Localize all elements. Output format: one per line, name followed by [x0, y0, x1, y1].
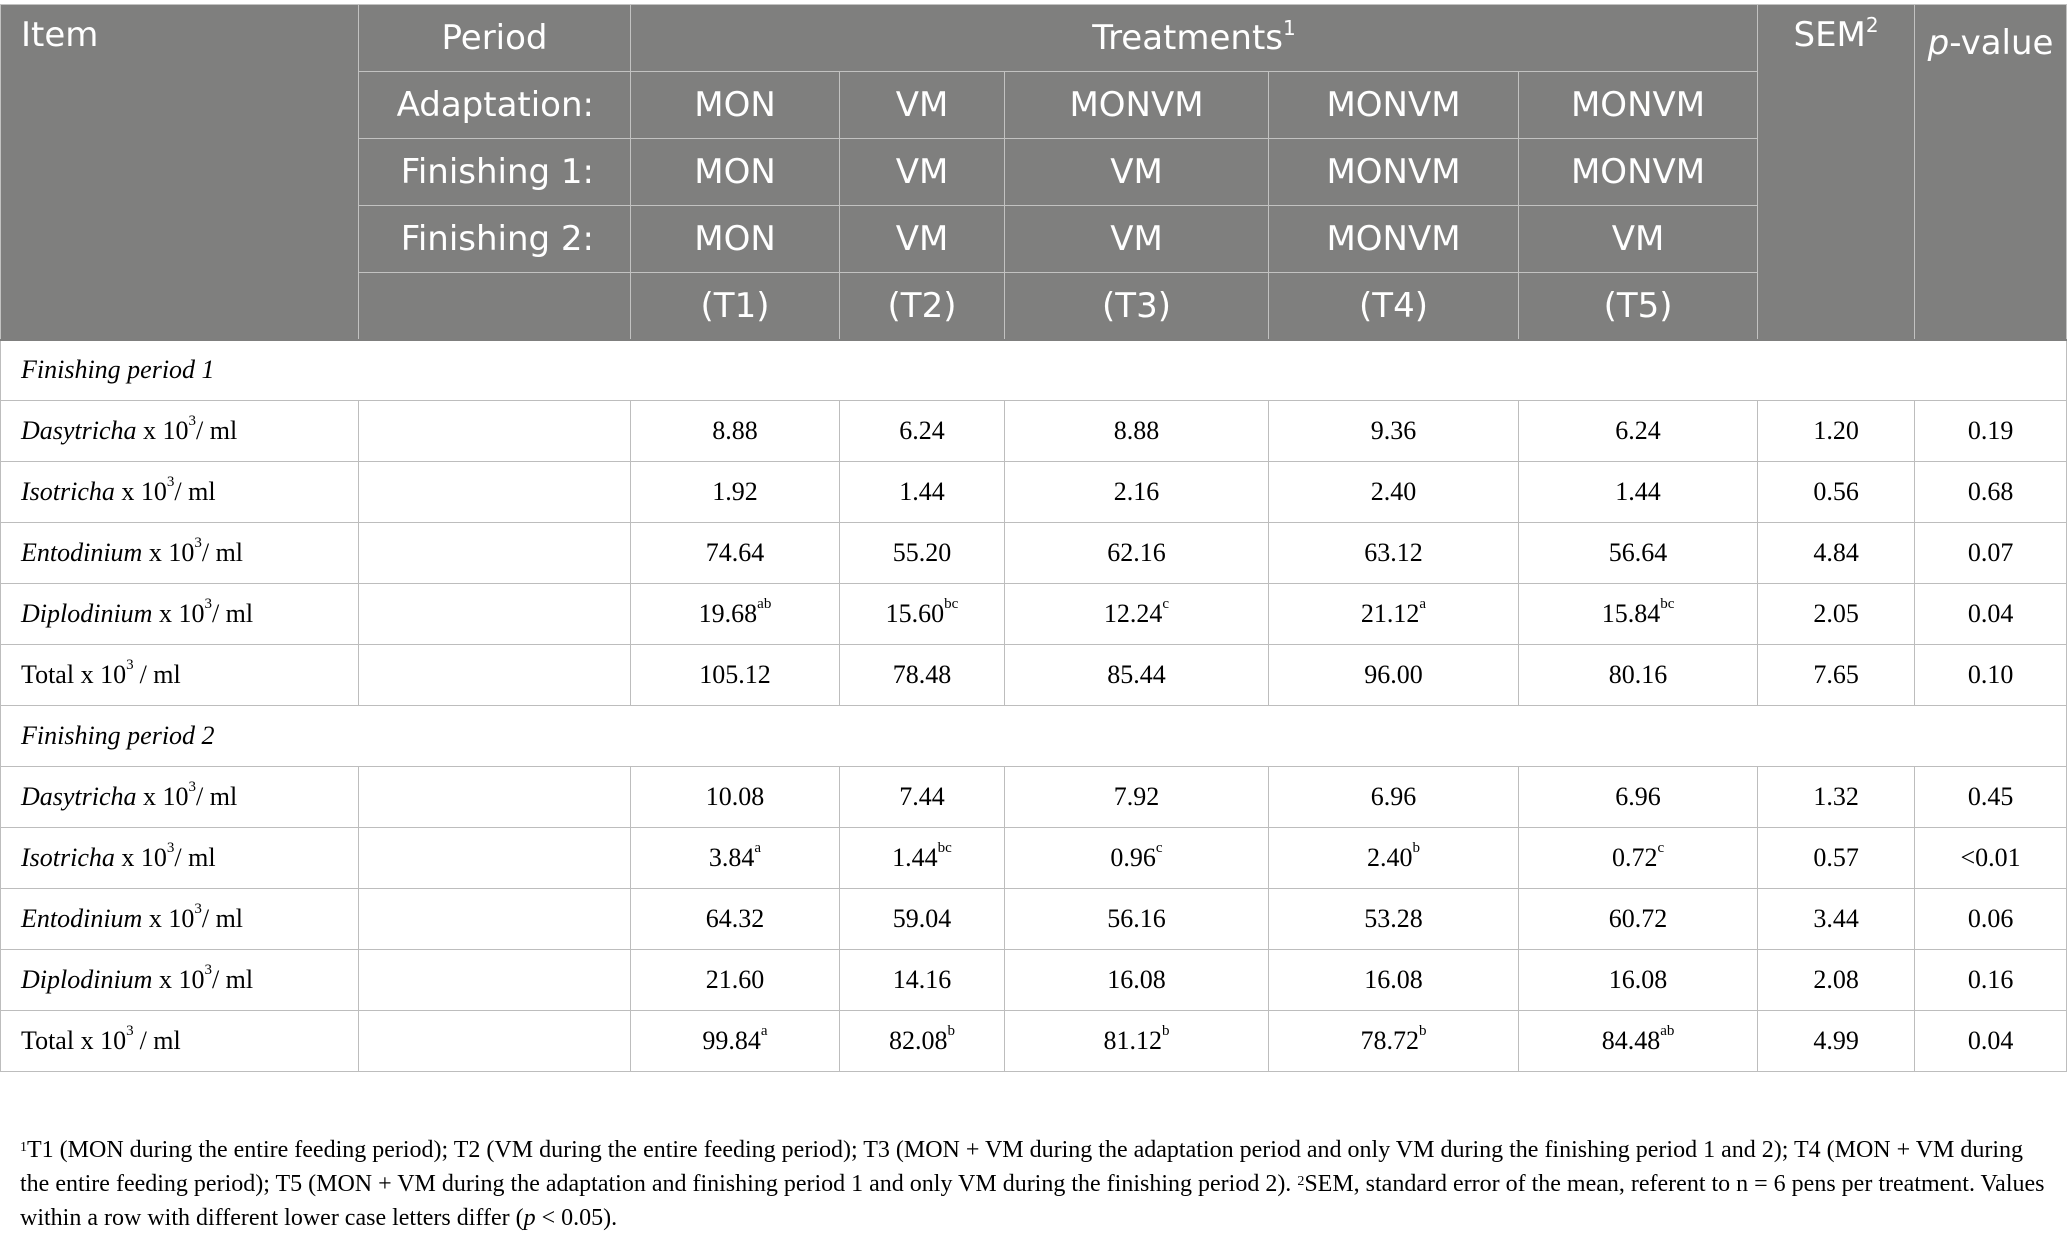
p-value-cell: 0.19	[1915, 401, 2067, 462]
value-cell: 3.84$^a$	[631, 828, 840, 889]
significance-letter: c	[1155, 840, 1163, 856]
significance-letter: bc	[937, 840, 952, 856]
value-cell: 16.08	[1005, 950, 1269, 1011]
row-item: Dasytricha x $10^3/$ ml	[1, 401, 359, 462]
value-cell: 16.08	[1519, 950, 1758, 1011]
row-item: Isotricha x $10^3/$ ml	[1, 828, 359, 889]
significance-letter: c	[1657, 840, 1665, 856]
p-value-cell: 0.07	[1915, 523, 2067, 584]
section-row	[1, 340, 2067, 401]
value-cell: 84.48$^{ab}$	[1519, 1011, 1758, 1072]
sem-cell: 4.99	[1758, 1011, 1915, 1072]
sem-cell: 4.84	[1758, 523, 1915, 584]
header-sem: SEM$^2$	[1758, 5, 1915, 340]
value-cell: 7.44	[840, 767, 1005, 828]
header-treatment-cell: VM	[1005, 206, 1269, 273]
table-row	[1, 401, 2067, 462]
value-cell: 7.92	[1005, 767, 1269, 828]
header-period: Period	[359, 5, 631, 72]
row-period	[359, 645, 631, 706]
value-cell: 0.72$^c$	[1519, 828, 1758, 889]
row-period	[359, 828, 631, 889]
row-item: Entodinium x $10^3/$ ml	[1, 889, 359, 950]
row-item: Total x $10^3$ / ml	[1, 645, 359, 706]
value-cell: 15.60$^{bc}$	[840, 584, 1005, 645]
header-period-label: Finishing 2:	[359, 206, 631, 273]
header-treatment-cell: (T4)	[1269, 273, 1519, 340]
significance-letter: a	[760, 1023, 768, 1039]
value-cell: 10.08	[631, 767, 840, 828]
row-item: Dasytricha x $10^3/$ ml	[1, 767, 359, 828]
header-treatment-cell: MONVM	[1269, 72, 1519, 139]
value-cell: 56.64	[1519, 523, 1758, 584]
header-treatment-cell: MON	[631, 206, 840, 273]
value-cell: 6.24	[1519, 401, 1758, 462]
value-cell: 14.16	[840, 950, 1005, 1011]
header-treatment-cell: VM	[840, 206, 1005, 273]
value-cell: 63.12	[1269, 523, 1519, 584]
value-cell: 16.08	[1269, 950, 1519, 1011]
protozoa-table	[0, 4, 2067, 1072]
p-value-cell: 0.06	[1915, 889, 2067, 950]
table-row	[1, 523, 2067, 584]
header-period-label	[359, 273, 631, 340]
value-cell: 8.88	[631, 401, 840, 462]
row-period	[359, 889, 631, 950]
significance-letter: a	[1419, 596, 1427, 612]
value-cell: 21.60	[631, 950, 840, 1011]
row-item: Entodinium x $10^3/$ ml	[1, 523, 359, 584]
value-cell: 2.40	[1269, 462, 1519, 523]
p-value-cell: 0.45	[1915, 767, 2067, 828]
header-treatment-cell: MON	[631, 139, 840, 206]
header-treatment-cell: MONVM	[1519, 139, 1758, 206]
p-value-cell: 0.16	[1915, 950, 2067, 1011]
value-cell: 78.72$^b$	[1269, 1011, 1519, 1072]
p-value-cell: 0.68	[1915, 462, 2067, 523]
header-treatment-cell: VM	[1519, 206, 1758, 273]
row-period	[359, 584, 631, 645]
value-cell: 96.00	[1269, 645, 1519, 706]
row-item: Diplodinium x $10^3/$ ml	[1, 950, 359, 1011]
significance-letter: bc	[944, 596, 959, 612]
table-row	[1, 889, 2067, 950]
sem-cell: 7.65	[1758, 645, 1915, 706]
header-treatment-cell: MONVM	[1005, 72, 1269, 139]
value-cell: 78.48	[840, 645, 1005, 706]
row-item: Isotricha x $10^3/$ ml	[1, 462, 359, 523]
significance-letter: ab	[757, 596, 772, 612]
table-row	[1, 767, 2067, 828]
value-cell: 59.04	[840, 889, 1005, 950]
significance-letter: b	[1419, 1023, 1427, 1039]
p-value-cell: 0.04	[1915, 1011, 2067, 1072]
table-row	[1, 462, 2067, 523]
value-cell: 8.88	[1005, 401, 1269, 462]
data-table-container	[0, 4, 2066, 1072]
value-cell: 53.28	[1269, 889, 1519, 950]
section-title: Finishing period 1	[1, 340, 2067, 401]
header-treatment-cell: VM	[840, 139, 1005, 206]
value-cell: 1.44$^{bc}$	[840, 828, 1005, 889]
value-cell: 56.16	[1005, 889, 1269, 950]
row-item: Total x $10^3$ / ml	[1, 1011, 359, 1072]
section-title: Finishing period 2	[1, 706, 2067, 767]
value-cell: 82.08$^b$	[840, 1011, 1005, 1072]
table-footnote: $^1$T1 (MON during the entire feeding period); T2 (VM during the entire feeding period); T3 (MON + VM during the adaptation period and only VM during the finishing period 1 and 2); T4 (MON + VM during the entire feeding period); T5 (MON + VM during the adaptation and finishing period 1 and only VM during the finishing period 2). $^2$SEM, standard error of the mean, referent to n = 6 pens per treatment. Values within a row with different lower case letters differ (p < 0.05).	[20, 1137, 2045, 1231]
table-row	[1, 584, 2067, 645]
value-cell: 62.16	[1005, 523, 1269, 584]
header-treatment-cell: MONVM	[1519, 72, 1758, 139]
value-cell: 6.96	[1269, 767, 1519, 828]
value-cell: 9.36	[1269, 401, 1519, 462]
row-period	[359, 950, 631, 1011]
header-treatment-cell: VM	[840, 72, 1005, 139]
table-body	[1, 340, 2067, 1072]
table-header	[1, 5, 2067, 340]
sem-cell: 1.20	[1758, 401, 1915, 462]
value-cell: 21.12$^a$	[1269, 584, 1519, 645]
significance-letter: ab	[1660, 1023, 1675, 1039]
sem-cell: 2.05	[1758, 584, 1915, 645]
sem-cell: 0.56	[1758, 462, 1915, 523]
table-row	[1, 1011, 2067, 1072]
significance-letter: b	[1162, 1023, 1170, 1039]
row-period	[359, 1011, 631, 1072]
row-period	[359, 523, 631, 584]
value-cell: 6.24	[840, 401, 1005, 462]
sem-cell: 3.44	[1758, 889, 1915, 950]
row-period	[359, 401, 631, 462]
table-row	[1, 828, 2067, 889]
header-treatment-cell: MONVM	[1269, 139, 1519, 206]
header-period-label: Finishing 1:	[359, 139, 631, 206]
value-cell: 55.20	[840, 523, 1005, 584]
value-cell: 64.32	[631, 889, 840, 950]
p-value-cell: 0.10	[1915, 645, 2067, 706]
header-item: Item	[1, 5, 359, 340]
significance-letter: bc	[1660, 596, 1675, 612]
header-treatment-cell: (T3)	[1005, 273, 1269, 340]
value-cell: 19.68$^{ab}$	[631, 584, 840, 645]
sem-cell: 1.32	[1758, 767, 1915, 828]
header-treatment-cell: VM	[1005, 139, 1269, 206]
value-cell: 105.12	[631, 645, 840, 706]
p-value-cell: <0.01	[1915, 828, 2067, 889]
value-cell: 12.24$^c$	[1005, 584, 1269, 645]
row-period	[359, 462, 631, 523]
value-cell: 1.44	[840, 462, 1005, 523]
header-treatment-cell: (T5)	[1519, 273, 1758, 340]
header-treatment-cell: (T1)	[631, 273, 840, 340]
section-row	[1, 706, 2067, 767]
value-cell: 80.16	[1519, 645, 1758, 706]
table-row	[1, 950, 2067, 1011]
significance-letter: b	[1412, 840, 1420, 856]
header-treatment-cell: (T2)	[840, 273, 1005, 340]
value-cell: 2.16	[1005, 462, 1269, 523]
value-cell: 1.92	[631, 462, 840, 523]
sem-cell: 2.08	[1758, 950, 1915, 1011]
header-p-value: p-value	[1915, 5, 2067, 340]
header-period-label: Adaptation:	[359, 72, 631, 139]
table-row	[1, 645, 2067, 706]
row-item: Diplodinium x $10^3/$ ml	[1, 584, 359, 645]
significance-letter: c	[1162, 596, 1170, 612]
value-cell: 60.72	[1519, 889, 1758, 950]
significance-letter: a	[754, 840, 762, 856]
header-treatment-cell: MONVM	[1269, 206, 1519, 273]
row-period	[359, 767, 631, 828]
sem-cell: 0.57	[1758, 828, 1915, 889]
value-cell: 1.44	[1519, 462, 1758, 523]
header-treatment-cell: MON	[631, 72, 840, 139]
value-cell: 6.96	[1519, 767, 1758, 828]
value-cell: 81.12$^b$	[1005, 1011, 1269, 1072]
header-treatments: Treatments$^1$	[631, 5, 1758, 72]
p-value-cell: 0.04	[1915, 584, 2067, 645]
value-cell: 2.40$^b$	[1269, 828, 1519, 889]
value-cell: 74.64	[631, 523, 840, 584]
value-cell: 15.84$^{bc}$	[1519, 584, 1758, 645]
significance-letter: b	[947, 1023, 955, 1039]
value-cell: 0.96$^c$	[1005, 828, 1269, 889]
value-cell: 99.84$^a$	[631, 1011, 840, 1072]
value-cell: 85.44	[1005, 645, 1269, 706]
